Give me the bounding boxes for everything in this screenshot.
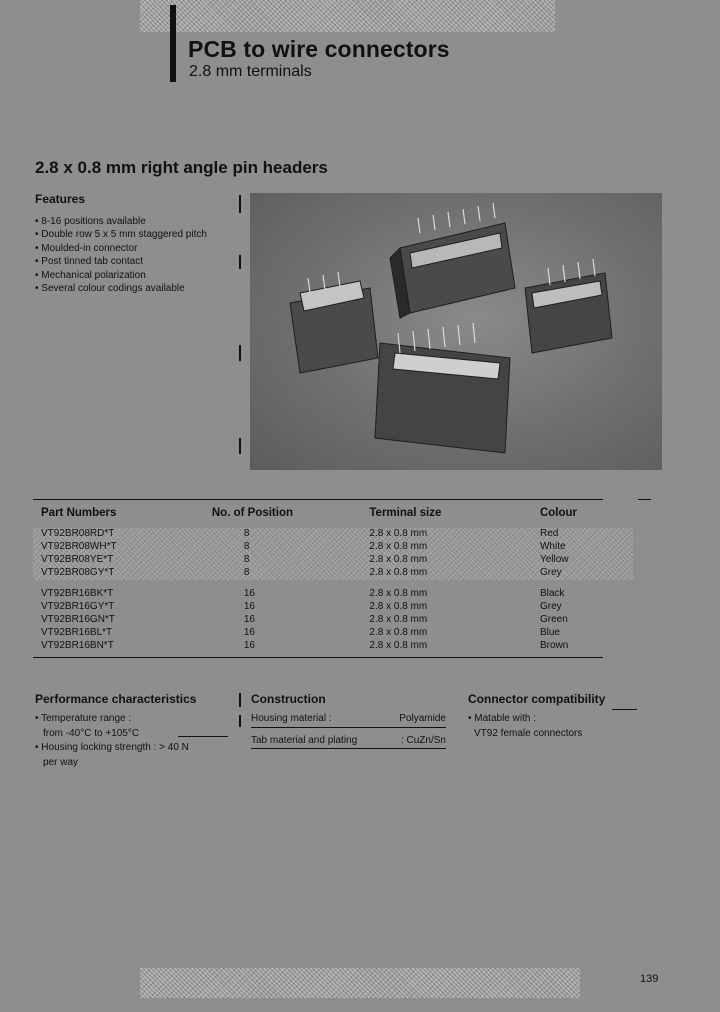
positions: 16 — [243, 588, 255, 599]
performance-item: • Housing locking strength : > 40 N — [35, 742, 189, 753]
compatibility-line: • Matable with : — [468, 713, 536, 724]
column-header: Colour — [539, 507, 578, 519]
locking-value: : > 40 N — [153, 742, 189, 753]
table-row — [33, 553, 663, 566]
colour: White — [539, 541, 566, 552]
table-top-rule — [33, 499, 603, 500]
construction-item — [251, 734, 446, 750]
connector-photo — [250, 193, 662, 470]
margin-tick — [239, 255, 241, 269]
part-number: VT92BR08WH*T — [41, 541, 117, 552]
performance-item: • Temperature range : — [35, 713, 132, 724]
margin-tick — [239, 195, 241, 213]
table-header-row — [33, 506, 663, 527]
part-number: VT92BR16BN*T — [41, 640, 114, 651]
positions: 16 — [243, 601, 255, 612]
positions: 16 — [243, 614, 255, 625]
positions: 16 — [243, 640, 255, 651]
table-row — [33, 600, 663, 613]
terminal-size: 2.8 x 0.8 mm — [369, 614, 428, 625]
terminal-size: 2.8 x 0.8 mm — [369, 528, 428, 539]
tab-label: Tab material and plating — [251, 734, 358, 746]
colour: Grey — [539, 567, 562, 578]
column-divider — [239, 693, 241, 707]
table-row — [33, 639, 663, 652]
housing-value: Polyamide — [399, 713, 446, 724]
part-number: VT92BR08RD*T — [41, 528, 115, 539]
locking-suffix: per way — [43, 756, 79, 768]
table-row — [33, 527, 663, 540]
performance-heading: Performance characteristics — [35, 692, 197, 706]
colour: Grey — [539, 601, 562, 612]
page-title: PCB to wire connectors — [188, 36, 450, 62]
colour: Blue — [539, 627, 560, 638]
section-title: 2.8 x 0.8 mm right angle pin headers — [35, 158, 328, 177]
terminal-size: 2.8 x 0.8 mm — [369, 541, 428, 552]
colour: Yellow — [539, 554, 569, 565]
positions: 8 — [243, 567, 250, 578]
feature-item: • Moulded-in connector — [35, 242, 245, 255]
table-row — [33, 540, 663, 553]
feature-item: • Double row 5 x 5 mm staggered pitch — [35, 228, 245, 241]
underline — [612, 709, 637, 710]
table-spacer — [33, 579, 663, 587]
table-row — [33, 566, 663, 579]
connector-shape — [290, 223, 612, 453]
construction-text — [251, 712, 446, 749]
matable-label: Matable with : — [474, 713, 536, 724]
part-number: VT92BR16GY*T — [41, 601, 115, 612]
table-row — [33, 587, 663, 600]
part-number: VT92BR16BL*T — [41, 627, 113, 638]
underline — [178, 736, 228, 737]
performance-text — [35, 712, 235, 770]
table-bottom-rule — [33, 657, 603, 658]
compatibility-text — [468, 712, 668, 741]
positions: 16 — [243, 627, 255, 638]
table-row — [33, 613, 663, 626]
part-number: VT92BR16BK*T — [41, 588, 114, 599]
temperature-value: from -40°C to +105°C — [43, 727, 140, 739]
positions: 8 — [243, 554, 250, 565]
title-accent-bar — [170, 5, 176, 82]
part-number: VT92BR16GN*T — [41, 614, 115, 625]
table-row — [33, 626, 663, 639]
features-list — [35, 215, 245, 295]
column-header: Part Numbers — [41, 507, 117, 519]
compatibility-value: VT92 female connectors — [474, 727, 583, 739]
housing-label: Housing material : — [251, 713, 332, 724]
terminal-size: 2.8 x 0.8 mm — [369, 640, 428, 651]
terminal-size: 2.8 x 0.8 mm — [369, 554, 428, 565]
column-header: Terminal size — [369, 507, 442, 519]
features-heading: Features — [35, 192, 86, 206]
positions: 8 — [243, 528, 250, 539]
terminal-size: 2.8 x 0.8 mm — [369, 588, 428, 599]
colour: Black — [539, 588, 565, 599]
construction-item — [251, 712, 446, 728]
footer-scan-noise — [140, 968, 580, 998]
tab-value: : CuZn/Sn — [400, 734, 446, 746]
construction-heading: Construction — [251, 692, 326, 706]
colour: Red — [539, 528, 559, 539]
page-subtitle: 2.8 mm terminals — [189, 63, 312, 80]
part-number: VT92BR08GY*T — [41, 567, 115, 578]
margin-tick — [239, 345, 241, 361]
feature-item: • 8-16 positions available — [35, 215, 245, 228]
temperature-label: Temperature range : — [41, 713, 132, 724]
terminal-size: 2.8 x 0.8 mm — [369, 567, 428, 578]
compatibility-heading: Connector compatibility — [468, 692, 606, 706]
feature-item: • Mechanical polarization — [35, 269, 245, 282]
colour: Brown — [539, 640, 569, 651]
feature-item: • Several colour codings available — [35, 282, 245, 295]
margin-tick — [239, 438, 241, 454]
part-numbers-table — [33, 506, 663, 652]
colour: Green — [539, 614, 568, 625]
page-number: 139 — [640, 973, 659, 985]
terminal-size: 2.8 x 0.8 mm — [369, 627, 428, 638]
column-divider — [239, 715, 241, 727]
positions: 8 — [243, 541, 250, 552]
locking-label: Housing locking strength — [41, 742, 151, 753]
table-top-rule — [638, 499, 651, 500]
part-number: VT92BR08YE*T — [41, 554, 114, 565]
terminal-size: 2.8 x 0.8 mm — [369, 601, 428, 612]
feature-item: • Post tinned tab contact — [35, 255, 245, 268]
header-scan-noise — [140, 0, 555, 32]
column-header: No. of Position — [211, 507, 294, 519]
